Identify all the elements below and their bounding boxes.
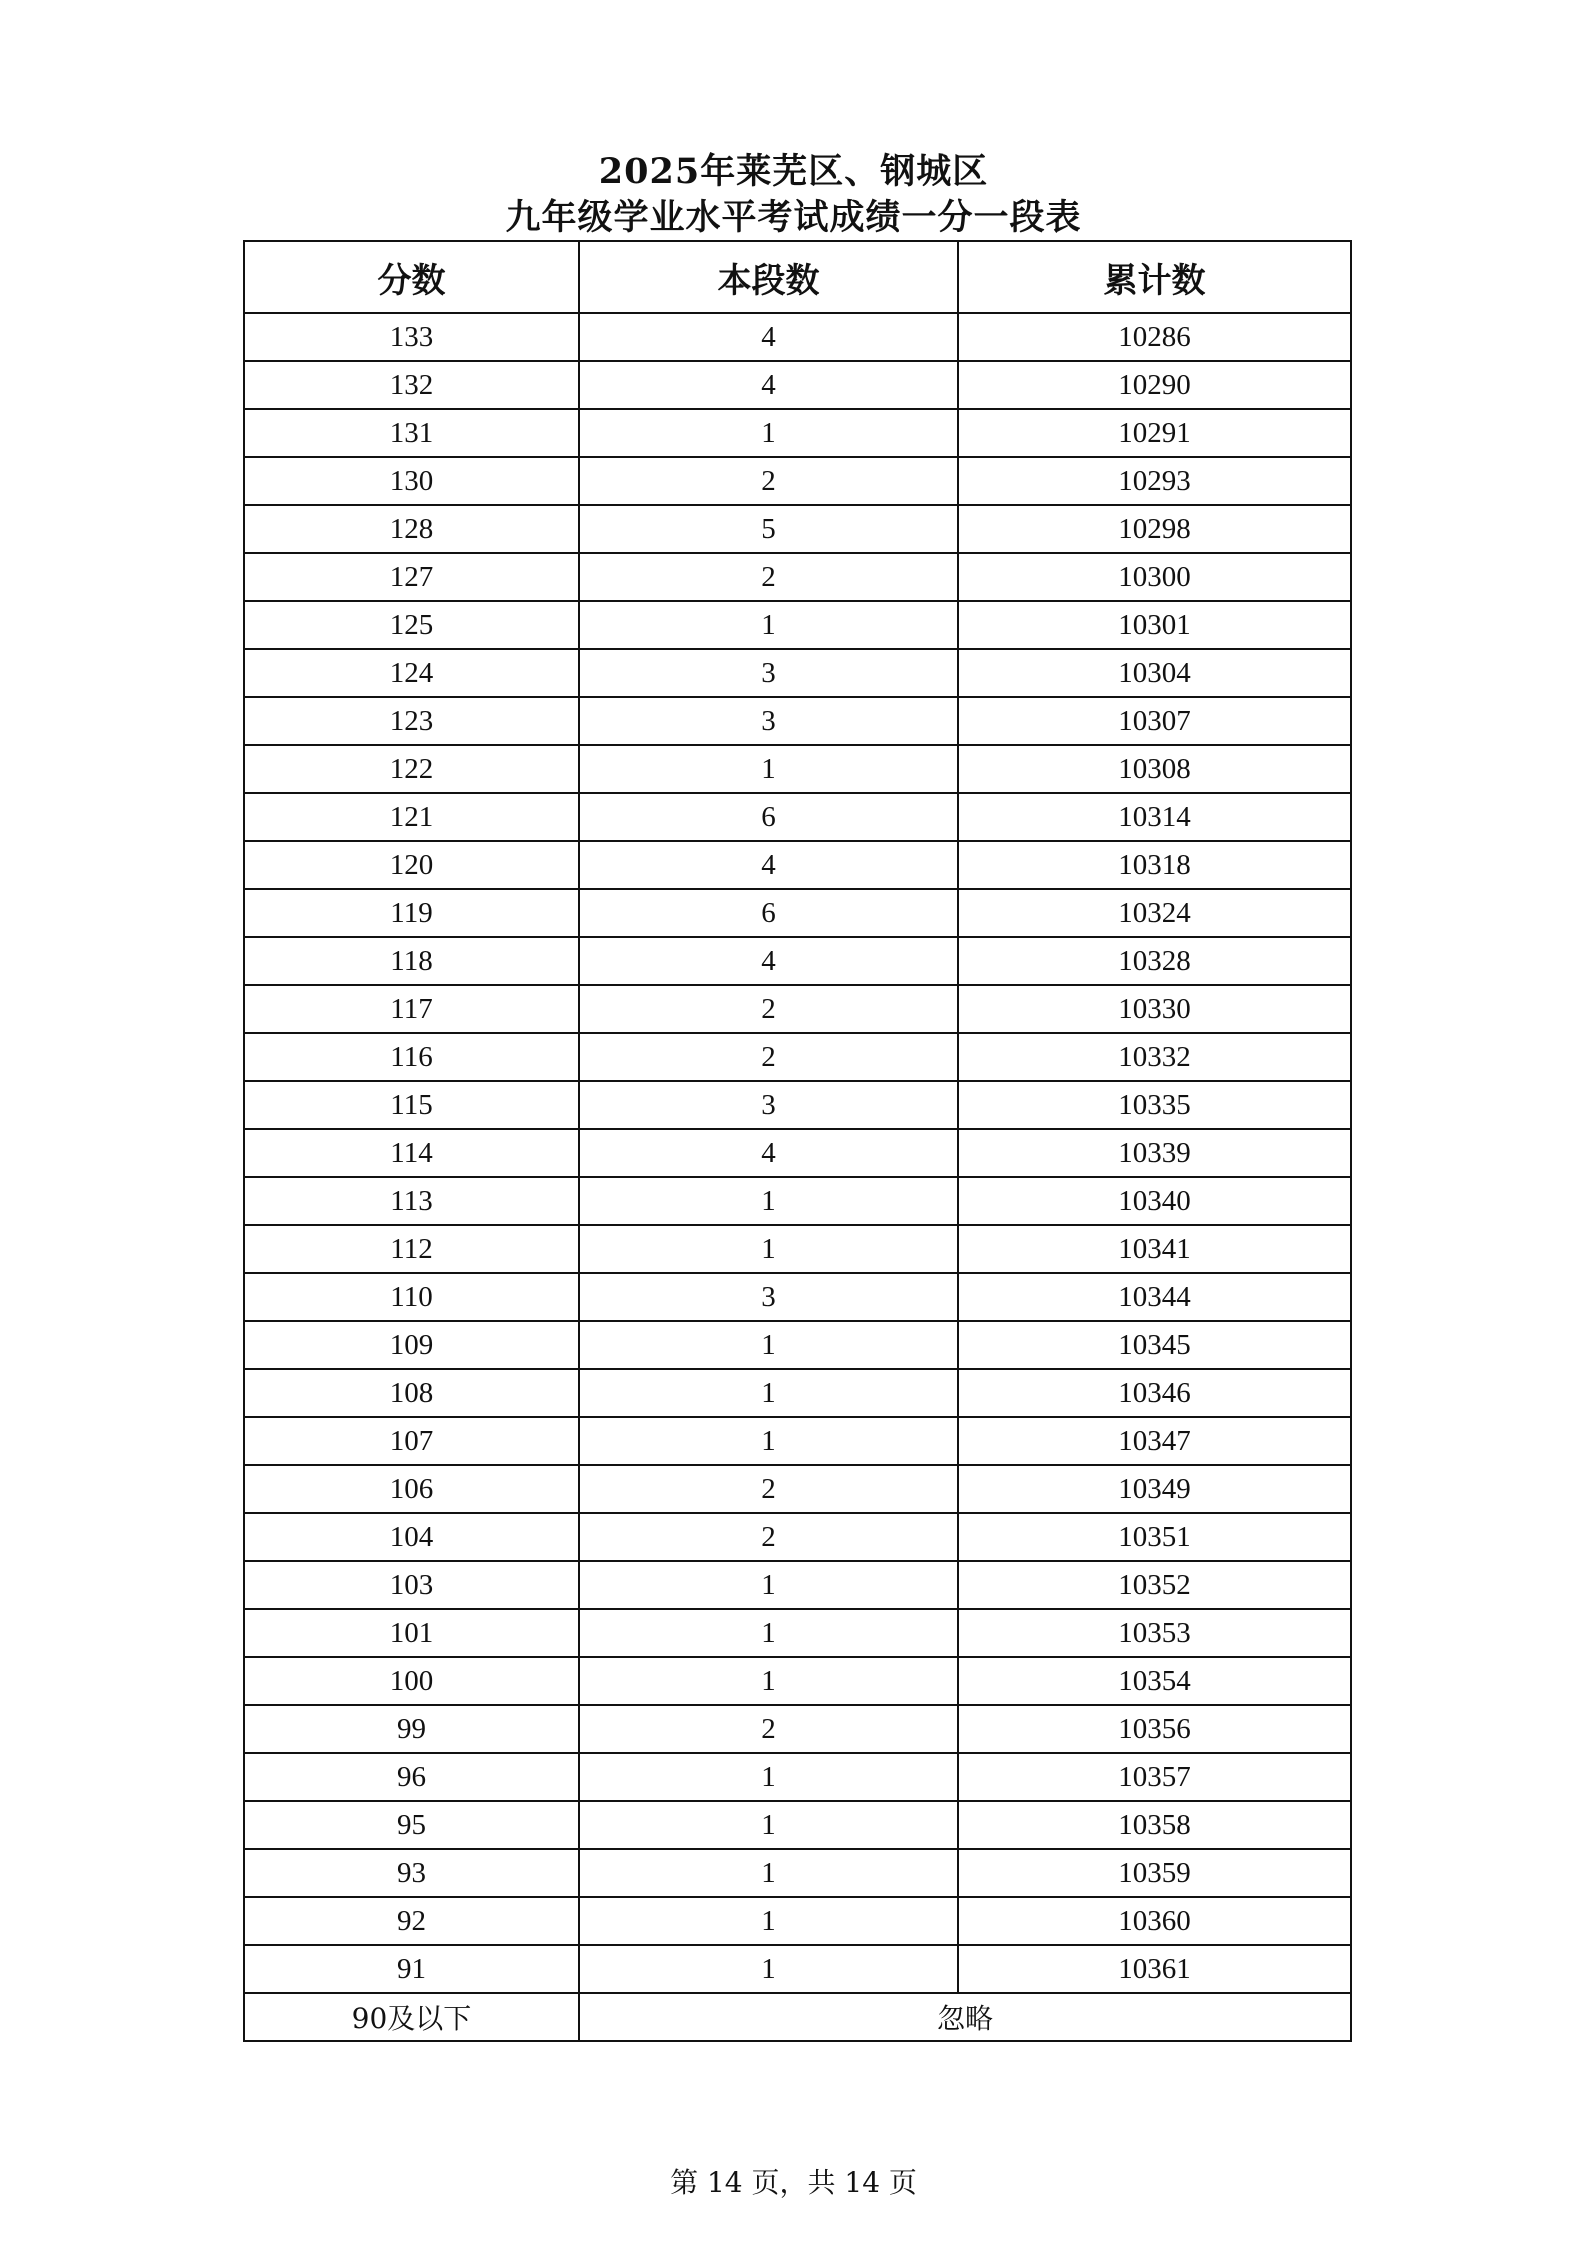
cell-segment-count: 1 bbox=[579, 1561, 958, 1609]
cell-score: 115 bbox=[244, 1081, 579, 1129]
table-row bbox=[244, 1177, 1351, 1225]
cell-score: 91 bbox=[244, 1945, 579, 1993]
cell-segment-count: 2 bbox=[579, 1705, 958, 1753]
cell-score: 131 bbox=[244, 409, 579, 457]
cell-segment-count: 2 bbox=[579, 553, 958, 601]
table-row bbox=[244, 1129, 1351, 1177]
cell-score: 104 bbox=[244, 1513, 579, 1561]
cell-cumulative-count: 10298 bbox=[958, 505, 1351, 553]
table-row bbox=[244, 505, 1351, 553]
cell-score: 121 bbox=[244, 793, 579, 841]
cell-cumulative-count: 10341 bbox=[958, 1225, 1351, 1273]
cell-score: 120 bbox=[244, 841, 579, 889]
cell-segment-count: 4 bbox=[579, 937, 958, 985]
table-row bbox=[244, 1369, 1351, 1417]
cell-segment-count: 3 bbox=[579, 649, 958, 697]
cell-cumulative-count: 10344 bbox=[958, 1273, 1351, 1321]
table-row bbox=[244, 457, 1351, 505]
cell-score: 93 bbox=[244, 1849, 579, 1897]
cell-segment-count: 1 bbox=[579, 1321, 958, 1369]
cell-score: 127 bbox=[244, 553, 579, 601]
table-row bbox=[244, 601, 1351, 649]
cell-score: 92 bbox=[244, 1897, 579, 1945]
cell-score: 100 bbox=[244, 1657, 579, 1705]
table-row bbox=[244, 793, 1351, 841]
header-segment-count: 本段数 bbox=[579, 241, 958, 313]
table-row bbox=[244, 1753, 1351, 1801]
cell-cumulative-count: 10352 bbox=[958, 1561, 1351, 1609]
table-row bbox=[244, 1561, 1351, 1609]
table-row bbox=[244, 313, 1351, 361]
cell-score: 108 bbox=[244, 1369, 579, 1417]
cell-segment-count: 2 bbox=[579, 1465, 958, 1513]
cell-segment-count: 1 bbox=[579, 601, 958, 649]
cell-segment-count: 2 bbox=[579, 1513, 958, 1561]
table-row bbox=[244, 1321, 1351, 1369]
cell-score: 95 bbox=[244, 1801, 579, 1849]
cell-cumulative-count: 10300 bbox=[958, 553, 1351, 601]
cell-segment-count: 4 bbox=[579, 841, 958, 889]
cell-segment-count: 5 bbox=[579, 505, 958, 553]
cell-cumulative-count: 10357 bbox=[958, 1753, 1351, 1801]
cell-cumulative-count: 10340 bbox=[958, 1177, 1351, 1225]
cell-score: 110 bbox=[244, 1273, 579, 1321]
cell-segment-count: 3 bbox=[579, 1273, 958, 1321]
cell-segment-count: 4 bbox=[579, 361, 958, 409]
cell-segment-count: 4 bbox=[579, 313, 958, 361]
table-row bbox=[244, 1225, 1351, 1273]
cell-cumulative-count: 10347 bbox=[958, 1417, 1351, 1465]
cell-score: 125 bbox=[244, 601, 579, 649]
table-row bbox=[244, 1273, 1351, 1321]
cell-cumulative-count: 10353 bbox=[958, 1609, 1351, 1657]
cell-score: 116 bbox=[244, 1033, 579, 1081]
cell-score: 130 bbox=[244, 457, 579, 505]
cell-score-90-and-below: 90及以下 bbox=[244, 1993, 579, 2041]
cell-segment-count: 1 bbox=[579, 1849, 958, 1897]
table-row bbox=[244, 1657, 1351, 1705]
cell-cumulative-count: 10359 bbox=[958, 1849, 1351, 1897]
cell-segment-count: 2 bbox=[579, 985, 958, 1033]
page-footer: 第 14 页，共 14 页 bbox=[670, 2166, 917, 2199]
cell-cumulative-count: 10356 bbox=[958, 1705, 1351, 1753]
cell-score: 113 bbox=[244, 1177, 579, 1225]
cell-score: 133 bbox=[244, 313, 579, 361]
table-row bbox=[244, 1417, 1351, 1465]
cell-segment-count: 1 bbox=[579, 1897, 958, 1945]
cell-segment-count: 1 bbox=[579, 1609, 958, 1657]
cell-cumulative-count: 10314 bbox=[958, 793, 1351, 841]
cell-cumulative-count: 10346 bbox=[958, 1369, 1351, 1417]
table-row bbox=[244, 1513, 1351, 1561]
cell-cumulative-count: 10286 bbox=[958, 313, 1351, 361]
table-row bbox=[244, 937, 1351, 985]
cell-cumulative-count: 10345 bbox=[958, 1321, 1351, 1369]
cell-ignored-note: 忽略 bbox=[579, 1993, 1351, 2041]
cell-segment-count: 1 bbox=[579, 1801, 958, 1849]
table-header-row bbox=[244, 241, 1351, 313]
cell-cumulative-count: 10354 bbox=[958, 1657, 1351, 1705]
cell-cumulative-count: 10324 bbox=[958, 889, 1351, 937]
cell-cumulative-count: 10335 bbox=[958, 1081, 1351, 1129]
table-row-last bbox=[244, 1993, 1351, 2041]
cell-segment-count: 1 bbox=[579, 1177, 958, 1225]
cell-cumulative-count: 10291 bbox=[958, 409, 1351, 457]
cell-cumulative-count: 10318 bbox=[958, 841, 1351, 889]
cell-cumulative-count: 10339 bbox=[958, 1129, 1351, 1177]
cell-score: 109 bbox=[244, 1321, 579, 1369]
cell-segment-count: 4 bbox=[579, 1129, 958, 1177]
cell-score: 107 bbox=[244, 1417, 579, 1465]
cell-segment-count: 1 bbox=[579, 1657, 958, 1705]
cell-cumulative-count: 10293 bbox=[958, 457, 1351, 505]
cell-segment-count: 1 bbox=[579, 745, 958, 793]
table-row bbox=[244, 1897, 1351, 1945]
cell-segment-count: 3 bbox=[579, 697, 958, 745]
cell-cumulative-count: 10307 bbox=[958, 697, 1351, 745]
cell-cumulative-count: 10351 bbox=[958, 1513, 1351, 1561]
cell-score: 99 bbox=[244, 1705, 579, 1753]
cell-score: 106 bbox=[244, 1465, 579, 1513]
cell-cumulative-count: 10290 bbox=[958, 361, 1351, 409]
cell-score: 122 bbox=[244, 745, 579, 793]
cell-segment-count: 1 bbox=[579, 1945, 958, 1993]
table-row bbox=[244, 1465, 1351, 1513]
table-row bbox=[244, 553, 1351, 601]
table-row bbox=[244, 697, 1351, 745]
cell-score: 124 bbox=[244, 649, 579, 697]
cell-cumulative-count: 10330 bbox=[958, 985, 1351, 1033]
cell-segment-count: 1 bbox=[579, 409, 958, 457]
cell-segment-count: 1 bbox=[579, 1225, 958, 1273]
cell-score: 118 bbox=[244, 937, 579, 985]
table-row bbox=[244, 889, 1351, 937]
document-title-line1: 2025年莱芜区、钢城区 bbox=[598, 151, 989, 192]
cell-score: 117 bbox=[244, 985, 579, 1033]
cell-cumulative-count: 10308 bbox=[958, 745, 1351, 793]
cell-score: 123 bbox=[244, 697, 579, 745]
cell-segment-count: 3 bbox=[579, 1081, 958, 1129]
table-row bbox=[244, 1609, 1351, 1657]
table-row bbox=[244, 409, 1351, 457]
cell-score: 101 bbox=[244, 1609, 579, 1657]
table-body bbox=[244, 313, 1351, 2041]
cell-cumulative-count: 10304 bbox=[958, 649, 1351, 697]
table-row bbox=[244, 1705, 1351, 1753]
cell-cumulative-count: 10358 bbox=[958, 1801, 1351, 1849]
header-cumulative-count: 累计数 bbox=[958, 241, 1351, 313]
cell-score: 96 bbox=[244, 1753, 579, 1801]
table-row bbox=[244, 1033, 1351, 1081]
table-row bbox=[244, 361, 1351, 409]
cell-cumulative-count: 10360 bbox=[958, 1897, 1351, 1945]
table-row bbox=[244, 1945, 1351, 1993]
table-row bbox=[244, 1081, 1351, 1129]
cell-cumulative-count: 10349 bbox=[958, 1465, 1351, 1513]
cell-segment-count: 2 bbox=[579, 1033, 958, 1081]
table-row bbox=[244, 841, 1351, 889]
cell-score: 128 bbox=[244, 505, 579, 553]
header-score: 分数 bbox=[244, 241, 579, 313]
table-row bbox=[244, 1849, 1351, 1897]
table-row bbox=[244, 745, 1351, 793]
cell-segment-count: 6 bbox=[579, 889, 958, 937]
table-row bbox=[244, 649, 1351, 697]
document-title-line2: 九年级学业水平考试成绩一分一段表 bbox=[505, 197, 1082, 238]
cell-segment-count: 1 bbox=[579, 1369, 958, 1417]
cell-segment-count: 1 bbox=[579, 1753, 958, 1801]
cell-segment-count: 1 bbox=[579, 1417, 958, 1465]
cell-cumulative-count: 10328 bbox=[958, 937, 1351, 985]
score-distribution-table bbox=[243, 240, 1352, 2042]
cell-score: 114 bbox=[244, 1129, 579, 1177]
cell-segment-count: 6 bbox=[579, 793, 958, 841]
table-row bbox=[244, 985, 1351, 1033]
cell-cumulative-count: 10332 bbox=[958, 1033, 1351, 1081]
cell-segment-count: 2 bbox=[579, 457, 958, 505]
cell-cumulative-count: 10301 bbox=[958, 601, 1351, 649]
cell-score: 132 bbox=[244, 361, 579, 409]
cell-score: 103 bbox=[244, 1561, 579, 1609]
table-row bbox=[244, 1801, 1351, 1849]
cell-score: 119 bbox=[244, 889, 579, 937]
cell-score: 112 bbox=[244, 1225, 579, 1273]
cell-cumulative-count: 10361 bbox=[958, 1945, 1351, 1993]
